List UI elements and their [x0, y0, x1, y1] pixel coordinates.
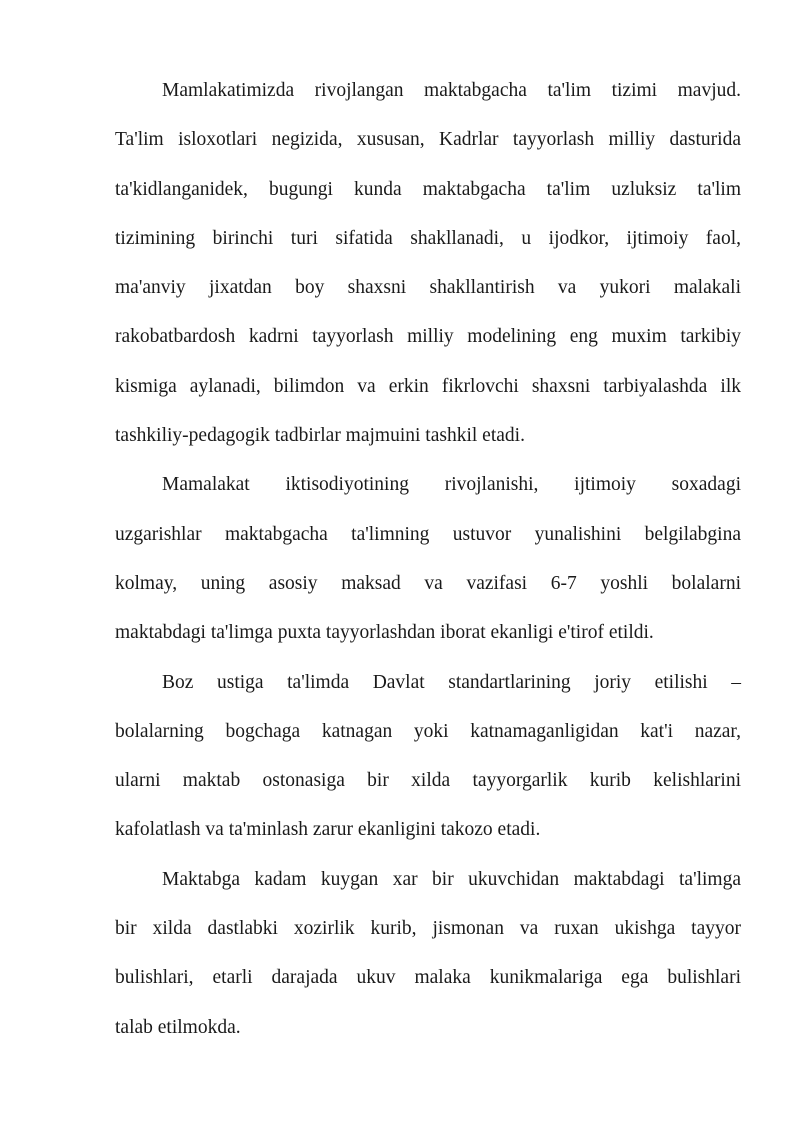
text-line: kafolatlash va ta'minlash zarur ekanligini takozo etadi.: [115, 819, 541, 841]
text-line: Maktabga kadam kuygan xar bir ukuvchidan maktabdagi ta'limga: [162, 868, 741, 890]
text-line: ularni maktab ostonasiga bir xilda tayyorgarlik kurib kelishlarini: [115, 770, 741, 792]
text-line: bir xilda dastlabki xozirlik kurib, jismonan va ruxan ukishga tayyor: [115, 918, 741, 940]
text-line: tashkiliy-pedagogik tadbirlar majmuini tashkil etadi.: [115, 425, 525, 447]
text-line: ma'anviy jixatdan boy shaxsni shakllantirish va yukori malakali: [115, 277, 741, 299]
text-line: Mamalakat iktisodiyotining rivojlanishi, ijtimoiy soxadagi: [162, 474, 741, 496]
text-line: Mamlakatimizda rivojlangan maktabgacha ta'lim tizimi mavjud.: [162, 80, 741, 101]
text-line: rakobatbardosh kadrni tayyorlash milliy modelining eng muxim tarkibiy: [115, 326, 741, 348]
text-line: kismiga aylanadi, bilimdon va erkin fikrlovchi shaxsni tarbiyalashda ilk: [115, 375, 741, 397]
text-line: uzgarishlar maktabgacha ta'limning ustuvor yunalishini belgilabgina: [115, 523, 741, 545]
text-line: maktabdagi ta'limga puxta tayyorlashdan iborat ekanligi e'tirof etildi.: [115, 622, 654, 644]
paragraph: [115, 73, 741, 467]
text-line: tizimining birinchi turi sifatida shakllanadi, u ijodkor, ijtimoiy faol,: [115, 227, 741, 249]
text-line: kolmay, uning asosiy maksad va vazifasi 6-7 yoshli bolalarni: [115, 572, 741, 594]
paragraph: [115, 665, 741, 862]
text-line: talab etilmokda.: [115, 1016, 241, 1038]
paragraph: [115, 862, 741, 1059]
document-page: [115, 73, 741, 1059]
text-line: ta'kidlanganidek, bugungi kunda maktabgacha ta'lim uzluksiz ta'lim: [115, 178, 741, 200]
text-line: Ta'lim isloxotlari negizida, xususan, Kadrlar tayyorlash milliy dasturida: [115, 129, 741, 151]
paragraph: [115, 467, 741, 664]
text-line: Boz ustiga ta'limda Davlat standartlarining joriy etilishi –: [162, 671, 741, 693]
text-line: bulishlari, etarli darajada ukuv malaka kunikmalariga ega bulishlari: [115, 967, 741, 989]
text-line: bolalarning bogchaga katnagan yoki katnamaganligidan kat'i nazar,: [115, 720, 741, 742]
